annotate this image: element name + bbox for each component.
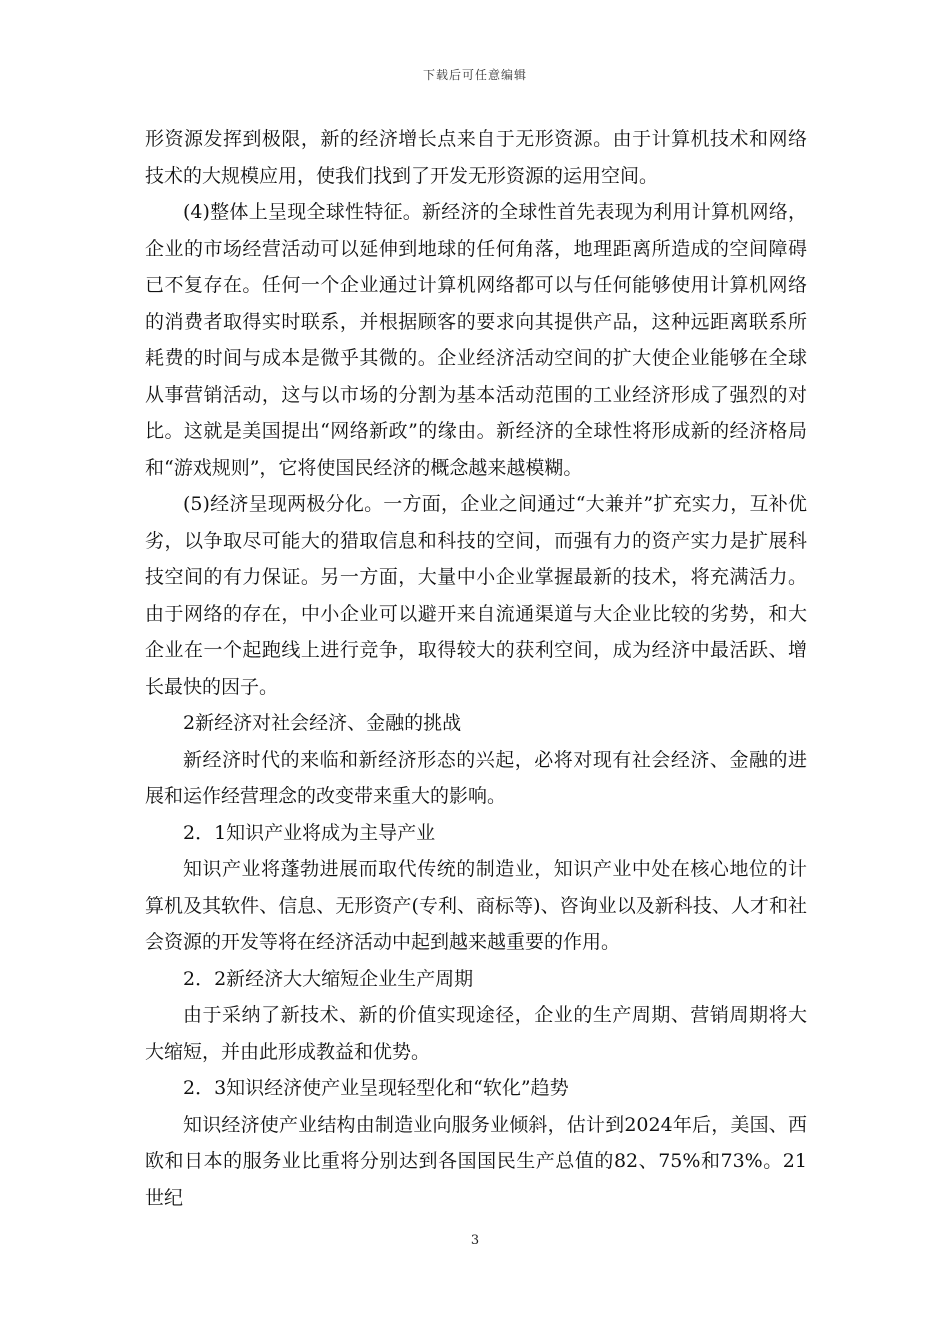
paragraph-2-1: 知识产业将蓬勃进展而取代传统的制造业，知识产业中处在核心地位的计算机及其软件、信息、无形资产(专利、商标等)、咨询业以及新科技、人才和社会资源的开发等将在经济活动中起到越来越重要的作用。: [145, 858, 807, 953]
subsection-heading-2-3: 2．3知识经济使产业呈现轻型化和“软化”趋势: [183, 1077, 569, 1099]
paragraph-section-2-intro: 新经济时代的来临和新经济形态的兴起，必将对现有社会经济、金融的进展和运作经营理念的改变带来重大的影响。: [145, 748, 807, 807]
document-body: [145, 121, 807, 1216]
subsection-heading-2-2: 2．2新经济大大缩短企业生产周期: [183, 967, 474, 990]
subsection-heading-2-1: 2．1知识产业将成为主导产业: [183, 821, 436, 844]
paragraph-2-2: 由于采纳了新技术、新的价值实现途径，企业的生产周期、营销周期将大大缩短，并由此形成教益和优势。: [145, 1004, 807, 1063]
page-number: 3: [470, 1233, 480, 1248]
paragraph-2-3: 知识经济使产业结构由制造业向服务业倾斜，估计到2024年后，美国、西欧和日本的服务业比重将分别达到各国国民生产总值的82、75%和73%。21世纪: [145, 1113, 807, 1209]
paragraph-continuation: 形资源发挥到极限，新的经济增长点来自于无形资源。由于计算机技术和网络技术的大规模应用，使我们找到了开发无形资源的运用空间。: [145, 128, 807, 187]
section-heading-2: 2新经济对社会经济、金融的挑战: [183, 712, 462, 734]
page-header: 下载后可任意编辑: [422, 68, 527, 82]
paragraph-polarization: (5)经济呈现两极分化。一方面，企业之间通过“大兼并”扩充实力，互补优劣，以争取尽可能大的猎取信息和科技的空间，而强有力的资产实力是扩展科技空间的有力保证。另一方面，大量中小企业掌握最新的技术，将充满活力。由于网络的存在，中小企业可以避开来自流通渠道与大企业比较的劣势，和大企业在一个起跑线上进行竞争，取得较大的获利空间，成为经济中最活跃、增长最快的因子。: [145, 493, 807, 698]
paragraph-global-feature: (4)整体上呈现全球性特征。新经济的全球性首先表现为利用计算机网络，企业的市场经营活动可以延伸到地球的任何角落，地理距离所造成的空间障碍已不复存在。任何一个企业通过计算机网络都可以与任何能够使用计算机网络的消费者取得实时联系，并根据顾客的要求向其提供产品，这种远距离联系所耗费的时间与成本是微乎其微的。企业经济活动空间的扩大使企业能够在全球从事营销活动，这与以市场的分割为基本活动范围的工业经济形成了强烈的对比。这就是美国提出“网络新政”的缘由。新经济的全球性将形成新的经济格局和“游戏规则”，它将使国民经济的概念越来越模糊。: [145, 201, 807, 479]
